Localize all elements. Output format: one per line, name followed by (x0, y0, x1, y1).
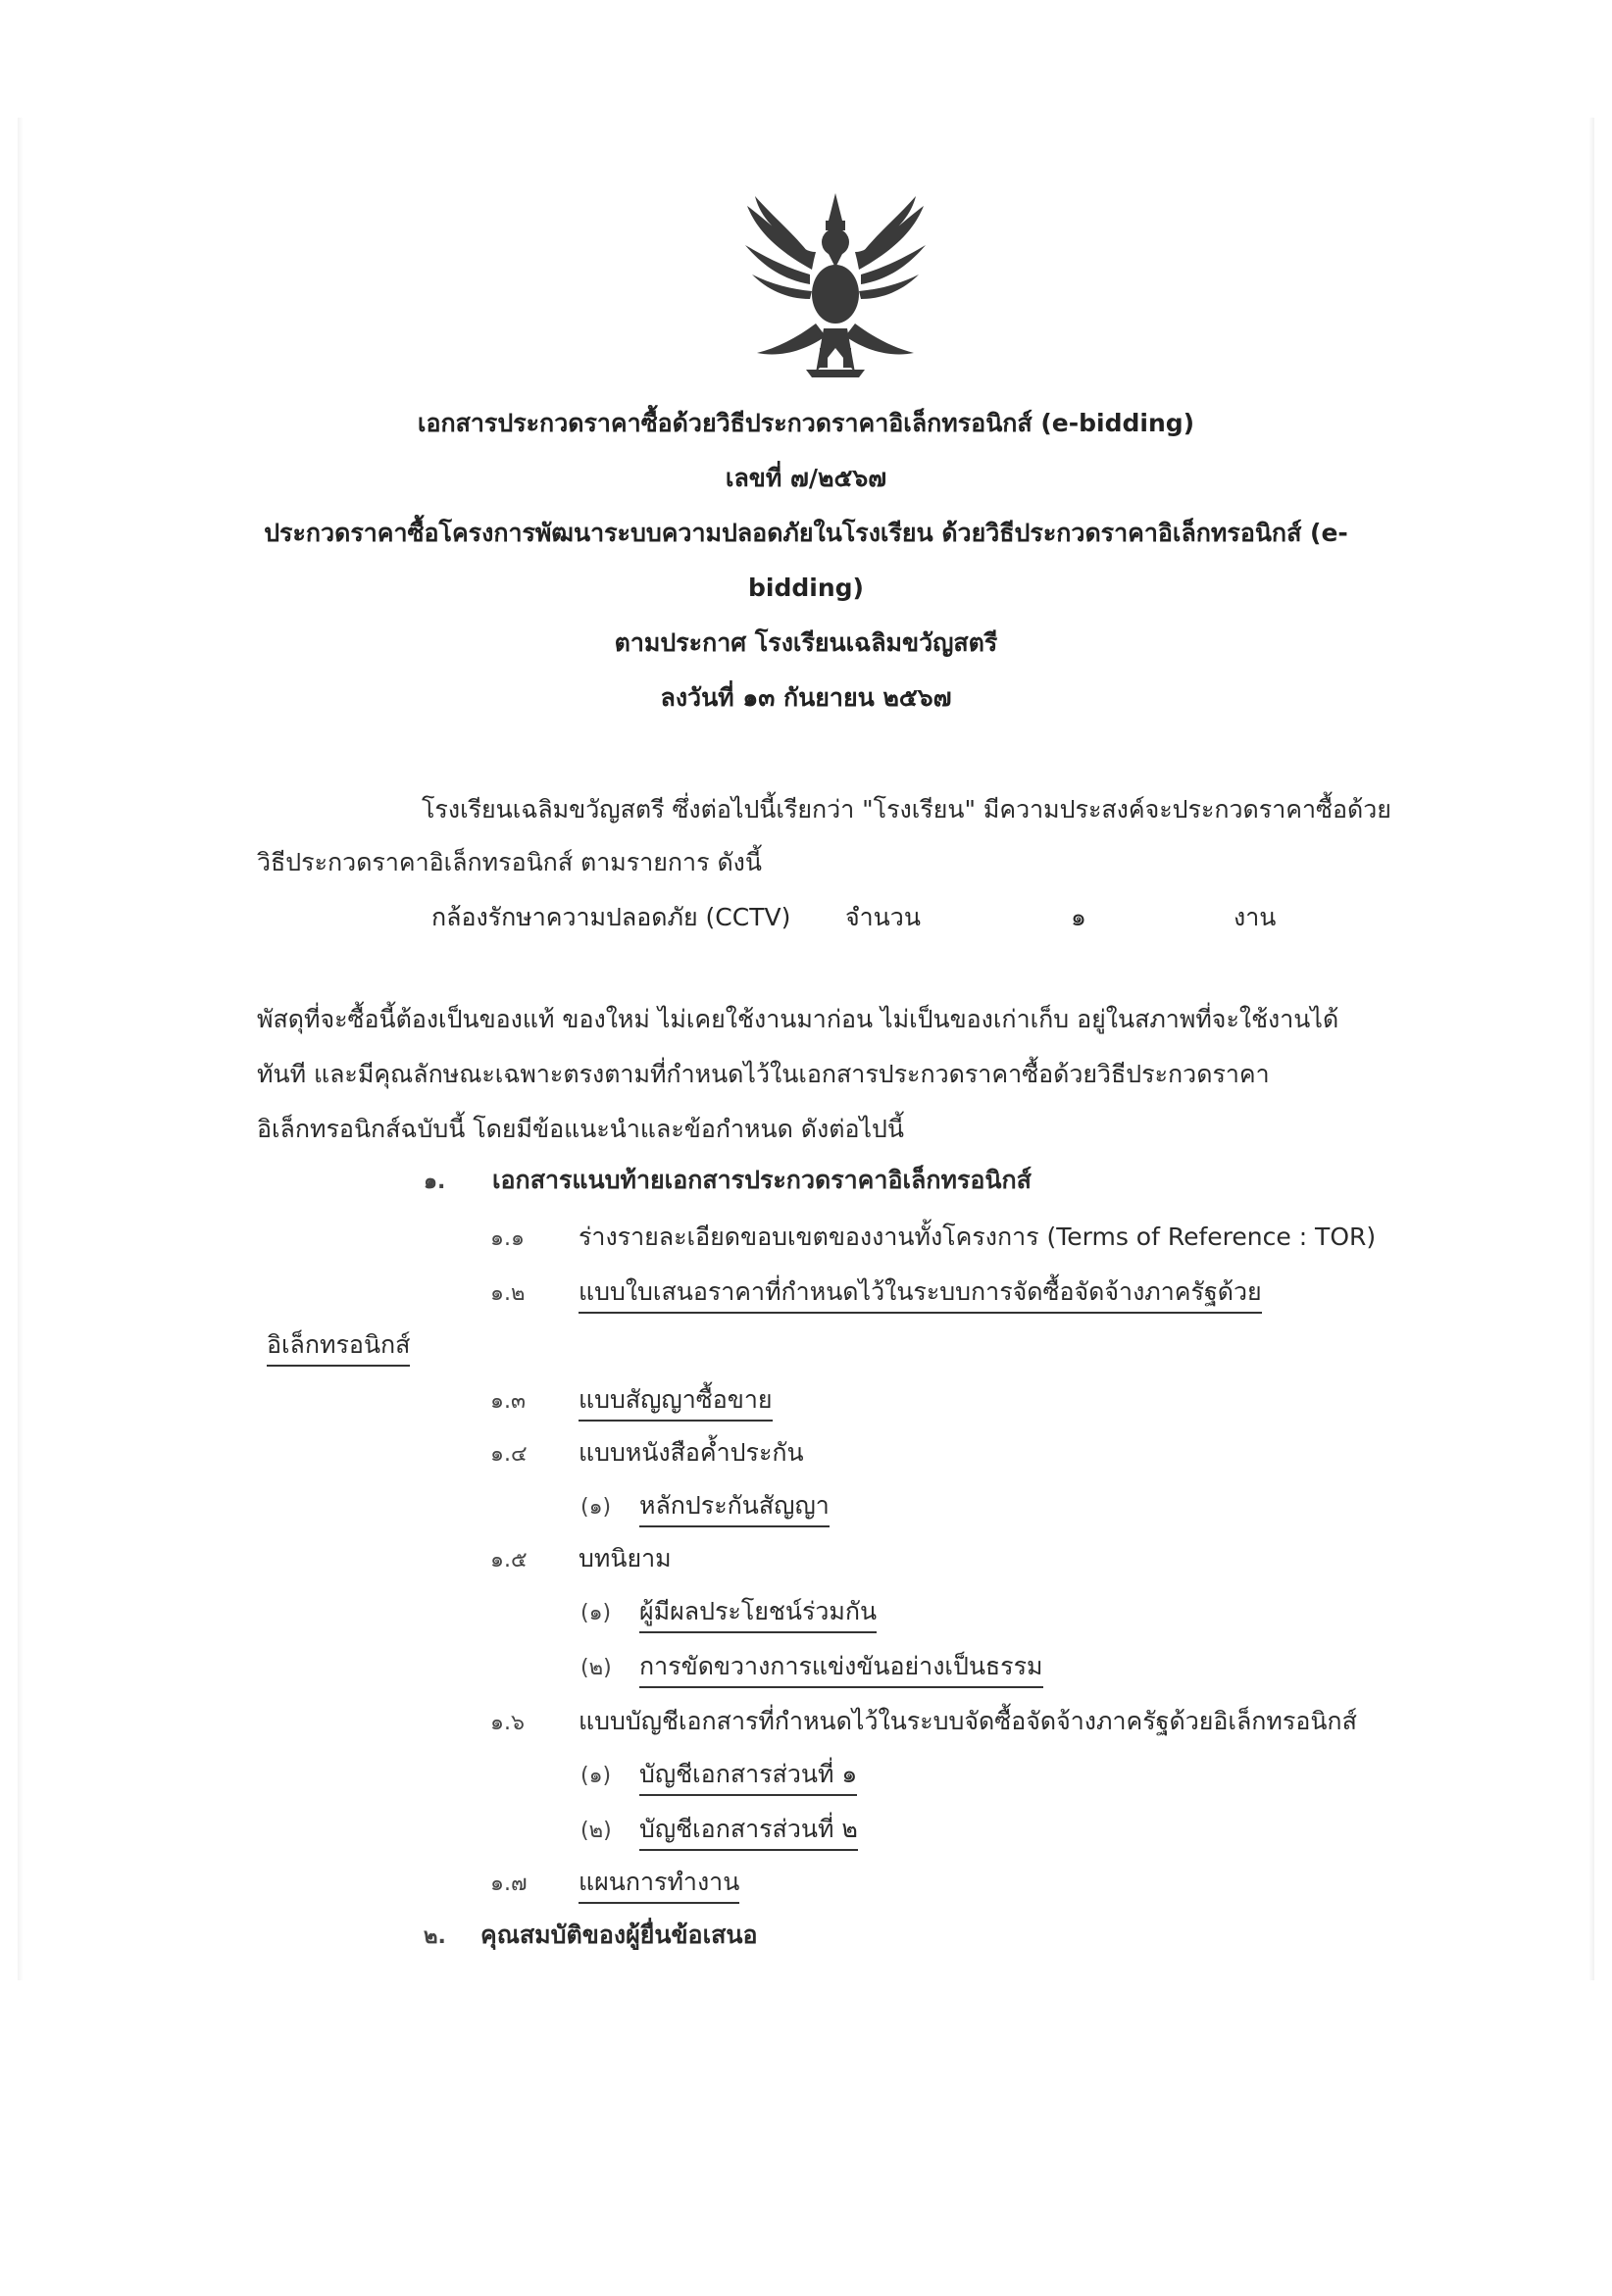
item-1-4-text: แบบหนังสือค้ำประกัน (579, 1438, 804, 1467)
item-1-7-text (579, 1865, 739, 1900)
announcement-date: ลงวันที่ ๑๓ กันยายน ๒๕๖๗ (660, 683, 952, 712)
item-1-5-sub2-number: (๒) (580, 1656, 612, 1680)
item-1-1-text: ร่างรายละเอียดขอบเขตของงานทั้งโครงการ (Terms of Reference : TOR) (579, 1223, 1377, 1251)
item-1-6-sub1-link[interactable]: บัญชีเอกสารส่วนที่ ๑ (639, 1760, 857, 1796)
section2-number: ๒. (424, 1924, 446, 1949)
scan-edge-right (1588, 118, 1594, 1980)
item-1-7-number: ๑.๗ (490, 1872, 528, 1896)
requirements-line1: พัสดุที่จะซื้อนี้ต้องเป็นของแท้ ของใหม่ ไม่เคยใช้งานมาก่อน ไม่เป็นของเก่าเก็บ อยู่ในสภาพที่จะใช้งานได้ (257, 1005, 1339, 1033)
item-1-1-number: ๑.๑ (490, 1226, 525, 1251)
item-qty: ๑ (1071, 903, 1086, 931)
item-1-6-sub1-number: (๑) (580, 1764, 612, 1788)
document-title: เอกสารประกวดราคาซื้อด้วยวิธีประกวดราคาอิเล็กทรอนิกส์ (e-bidding) (417, 409, 1195, 437)
item-1-4-sub1-link[interactable]: หลักประกันสัญญา (639, 1491, 830, 1527)
item-1-5-number: ๑.๕ (490, 1548, 528, 1572)
item-1-5-sub1-number: (๑) (580, 1601, 612, 1625)
item-unit: งาน (1234, 903, 1277, 931)
section1-title: เอกสารแนบท้ายเอกสารประกวดราคาอิเล็กทรอนิกส์ (492, 1166, 1032, 1194)
item-1-5-text: บทนิยาม (579, 1544, 672, 1572)
requirements-line2: ทันที และมีคุณลักษณะเฉพาะตรงตามที่กำหนดไว้ในเอกสารประกวดราคาซื้อด้วยวิธีประกวดราคา (257, 1060, 1270, 1088)
item-1-2-text (579, 1274, 1262, 1310)
item-name: กล้องรักษาความปลอดภัย (CCTV) (431, 903, 791, 931)
intro-line2: วิธีประกวดราคาอิเล็กทรอนิกส์ ตามรายการ ดังนี้ (257, 848, 762, 876)
intro-line1: โรงเรียนเฉลิมขวัญสตรี ซึ่งต่อไปนี้เรียกว่า "โรงเรียน" มีความประสงค์จะประกวดราคาซื้อด้วย (422, 795, 1391, 824)
item-1-6-sub2-link[interactable]: บัญชีเอกสารส่วนที่ ๒ (639, 1815, 858, 1851)
item-1-3-link[interactable]: แบบสัญญาซื้อขาย (579, 1385, 773, 1422)
item-1-5-sub2-link[interactable]: การขัดขวางการแข่งขันอย่างเป็นธรรม (639, 1652, 1043, 1688)
project-title-line1: ประกวดราคาซื้อโครงการพัฒนาระบบความปลอดภัยในโรงเรียน ด้วยวิธีประกวดราคาอิเล็กทรอนิกส์ (e- (264, 519, 1348, 547)
item-1-5-sub1-text (639, 1594, 877, 1629)
section2-title: คุณสมบัติของผู้ยื่นข้อเสนอ (480, 1921, 758, 1949)
item-1-4-number: ๑.๔ (490, 1442, 528, 1467)
item-1-6-text: แบบบัญชีเอกสารที่กำหนดไว้ในระบบจัดซื้อจัดจ้างภาครัฐด้วยอิเล็กทรอนิกส์ (579, 1707, 1357, 1735)
item-1-6-sub2-text (639, 1812, 858, 1847)
item-1-2-number: ๑.๒ (490, 1281, 526, 1306)
item-1-7-link[interactable]: แผนการทำงาน (579, 1868, 739, 1904)
item-1-6-sub1-text (639, 1757, 857, 1792)
project-title-line2: bidding) (748, 574, 864, 602)
section1-number: ๑. (424, 1170, 446, 1194)
item-1-4-sub1-number: (๑) (580, 1495, 612, 1520)
item-qty-label: จำนวน (845, 903, 921, 931)
garuda-emblem-icon (737, 191, 933, 382)
item-1-4-sub1-text (639, 1488, 830, 1523)
announcement: ตามประกาศ โรงเรียนเฉลิมขวัญสตรี (614, 628, 998, 657)
requirements-line3: อิเล็กทรอนิกส์ฉบับนี้ โดยมีข้อแนะนำและข้อกำหนด ดังต่อไปนี้ (257, 1115, 904, 1143)
document-number: เลขที่ ๗/๒๕๖๗ (725, 464, 887, 492)
scan-edge-left (18, 118, 24, 1980)
item-1-6-sub2-number: (๒) (580, 1819, 612, 1843)
item-1-3-number: ๑.๓ (490, 1389, 526, 1414)
item-1-5-sub1-link[interactable]: ผู้มีผลประโยชน์ร่วมกัน (639, 1597, 877, 1633)
item-1-2-link[interactable]: แบบใบเสนอราคาที่กำหนดไว้ในระบบการจัดซื้อจัดจ้างภาครัฐด้วย (579, 1277, 1262, 1314)
item-1-6-number: ๑.๖ (490, 1711, 525, 1735)
item-1-5-sub2-text (639, 1649, 1043, 1684)
item-1-3-text (579, 1382, 773, 1418)
item-1-2-continuation (267, 1327, 410, 1363)
item-1-2-link-cont[interactable]: อิเล็กทรอนิกส์ (267, 1330, 410, 1367)
